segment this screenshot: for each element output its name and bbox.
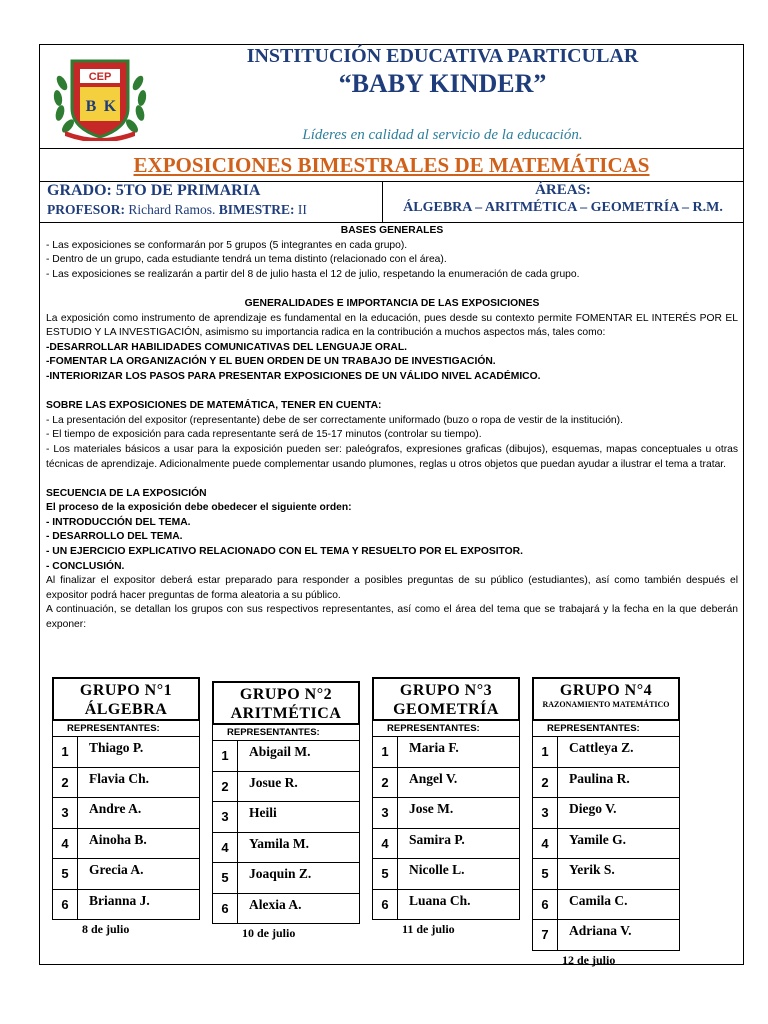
group-title: GRUPO N°2	[239, 686, 333, 703]
group-card-1	[52, 677, 200, 937]
member-number: 5	[373, 859, 398, 889]
member-number: 3	[533, 798, 558, 828]
secuencia-step: - CONCLUSIÓN.	[46, 560, 125, 572]
group-card-2	[212, 681, 360, 941]
member-number: 1	[53, 737, 78, 767]
member-row	[372, 829, 520, 860]
member-name: Angel V.	[409, 770, 458, 786]
member-row	[532, 859, 680, 890]
member-name: Luana Ch.	[409, 892, 471, 908]
teacher-line	[47, 202, 307, 218]
member-row	[52, 859, 200, 890]
representatives-label: REPRESENTANTES:	[52, 721, 200, 737]
member-number: 6	[53, 890, 78, 920]
bases-item: - Las exposiciones se conformarán por 5 grupos (5 integrantes en cada grupo).	[46, 239, 408, 251]
grade-cell	[40, 182, 383, 222]
member-row	[372, 798, 520, 829]
member-number: 1	[373, 737, 398, 767]
logo-letter-b: B	[85, 98, 97, 115]
generalidades-point: -INTERIORIZAR LOS PASOS PARA PRESENTAR EXPOSICIONES DE UN VÁLIDO NIVEL ACADÉMICO.	[46, 370, 541, 382]
member-number: 2	[373, 768, 398, 798]
member-row	[532, 737, 680, 768]
member-row	[212, 894, 360, 925]
member-number: 5	[213, 863, 238, 893]
member-row	[532, 829, 680, 860]
header	[40, 45, 743, 149]
member-name: Diego V.	[569, 801, 617, 816]
title-text: EXPOSICIONES BIMESTRALES DE MATEMÁTICAS	[133, 153, 650, 177]
member-number: 6	[213, 894, 238, 924]
secuencia-heading: SECUENCIA DE LA EXPOSICIÓN	[46, 487, 207, 499]
group-card-3	[372, 677, 520, 937]
teacher-name: Richard Ramos.	[125, 202, 219, 217]
member-name: Cattleya Z.	[569, 740, 634, 755]
member-name: Paulina R.	[569, 770, 630, 786]
member-number: 2	[533, 768, 558, 798]
group-date: 8 de julio	[82, 922, 130, 936]
member-name: Josue R.	[249, 774, 298, 790]
secuencia-closing: A continuación, se detallan los grupos con sus respectivos representantes, así como el área del tema que se trabajará y la fecha en la que deberán exponer:	[46, 604, 738, 631]
member-number: 4	[53, 829, 78, 859]
member-number: 3	[373, 798, 398, 828]
member-row	[212, 802, 360, 833]
group-date: 10 de julio	[242, 926, 296, 940]
member-name: Flavia Ch.	[89, 770, 150, 786]
group-area: ÁLGEBRA	[84, 701, 168, 718]
member-row	[372, 890, 520, 921]
teacher-label: PROFESOR:	[47, 202, 126, 217]
group-header	[212, 681, 360, 725]
member-number: 4	[373, 829, 398, 859]
generalidades-point: -FOMENTAR LA ORGANIZACIÓN Y EL BUEN ORDEN DE UN TRABAJO DE INVESTIGACIÓN.	[46, 356, 496, 368]
member-row	[212, 833, 360, 864]
group-header	[52, 677, 200, 721]
member-number: 1	[213, 741, 238, 771]
group-date: 11 de julio	[402, 922, 455, 936]
member-number: 5	[53, 859, 78, 889]
generalidades-point: -DESARROLLAR HABILIDADES COMUNICATIVAS DEL LENGUAJE ORAL.	[46, 341, 407, 353]
group-card-4	[532, 677, 680, 968]
generalidades-paragraph: La exposición como instrumento de aprendizaje es fundamental en la educación, pues desde su contexto permite FOMENTAR EL INTERÉS POR EL ESTUDIO Y LA INVESTIGACIÓN, asimismo su importancia radica en la contribución a muchos aspectos más, tales como:	[46, 312, 738, 339]
group-area: ARITMÉTICA	[230, 705, 342, 722]
member-row	[52, 890, 200, 921]
member-name: Jose M.	[409, 801, 454, 816]
term-label: BIMESTRE:	[218, 202, 295, 217]
member-name: Yerik S.	[569, 862, 615, 877]
member-row	[52, 798, 200, 829]
school-crest-logo	[50, 53, 150, 141]
document-title	[40, 149, 743, 182]
document-body	[46, 224, 738, 633]
member-row	[532, 768, 680, 799]
member-number: 2	[53, 768, 78, 798]
group-date: 12 de julio	[562, 952, 616, 967]
areas-value: ÁLGEBRA – ARITMÉTICA – GEOMETRÍA – R.M.	[403, 200, 723, 215]
group-area: GEOMETRÍA	[393, 701, 499, 718]
member-number: 2	[213, 772, 238, 802]
member-row	[372, 768, 520, 799]
member-name: Ainoha B.	[89, 831, 147, 847]
generalidades-heading: GENERALIDADES E IMPORTANCIA DE LAS EXPOSICIONES	[244, 297, 540, 309]
sobre-item: - La presentación del expositor (representante) debe de ser correctamente uniformado (buzo o ropa de vestir de la institución).	[46, 414, 623, 426]
group-header	[372, 677, 520, 721]
member-row	[372, 737, 520, 768]
secuencia-closing: Al finalizar el expositor deberá estar preparado para responder a posibles preguntas de su público (estudiantes), así como también después el expositor podrá hacer preguntas de forma aleatoria a su público.	[46, 575, 738, 601]
course-info	[40, 182, 743, 223]
motto: Líderes en calidad al servicio de la educación.	[302, 127, 583, 143]
group-title: GRUPO N°1	[79, 682, 173, 699]
member-row	[52, 737, 200, 768]
member-row	[372, 859, 520, 890]
logo-letter-k: K	[103, 98, 117, 115]
bases-item: - Las exposiciones se realizarán a partir del 8 de julio hasta el 12 de julio, respetando la enumeración de cada grupo.	[46, 268, 580, 280]
member-number: 7	[533, 920, 558, 950]
member-row	[52, 768, 200, 799]
member-row	[212, 741, 360, 772]
secuencia-intro: El proceso de la exposición debe obedecer el siguiente orden:	[46, 502, 352, 514]
member-number: 6	[373, 890, 398, 920]
member-row	[532, 798, 680, 829]
member-name: Joaquin Z.	[249, 866, 312, 881]
member-name: Samira P.	[409, 831, 465, 847]
bases-heading: BASES GENERALES	[340, 225, 444, 236]
sobre-heading: SOBRE LAS EXPOSICIONES DE MATEMÁTICA, TENER EN CUENTA:	[46, 400, 382, 412]
group-title: GRUPO N°4	[559, 682, 653, 699]
member-name: Yamila M.	[249, 835, 309, 851]
group-title: GRUPO N°3	[399, 682, 493, 699]
member-number: 4	[533, 829, 558, 859]
member-name: Maria F.	[409, 740, 459, 755]
member-number: 3	[53, 798, 78, 828]
institution-line1: INSTITUCIÓN EDUCATIVA PARTICULAR	[246, 45, 639, 67]
member-name: Adriana V.	[569, 923, 632, 938]
member-name: Alexia A.	[249, 896, 302, 912]
document-page	[39, 44, 744, 965]
institution-name: “BABY KINDER”	[338, 69, 547, 98]
member-row	[212, 772, 360, 803]
secuencia-step: - INTRODUCCIÓN DEL TEMA.	[46, 516, 191, 528]
member-number: 3	[213, 802, 238, 832]
representatives-label: REPRESENTANTES:	[372, 721, 520, 737]
member-number: 4	[213, 833, 238, 863]
member-number: 6	[533, 890, 558, 920]
areas-label: ÁREAS:	[535, 182, 591, 198]
representatives-label: REPRESENTANTES:	[212, 725, 360, 741]
secuencia-step: - DESARROLLO DEL TEMA.	[46, 531, 183, 543]
member-name: Yamile G.	[569, 831, 626, 847]
member-number: 5	[533, 859, 558, 889]
member-name: Thiago P.	[89, 740, 144, 755]
member-name: Andre A.	[89, 801, 142, 816]
member-name: Heili	[249, 805, 277, 820]
grade: GRADO: 5TO DE PRIMARIA	[47, 182, 261, 199]
sobre-item: - El tiempo de exposición para cada representante será de 15-17 minutos (controlar su tiempo).	[46, 429, 482, 441]
member-name: Abigail M.	[249, 744, 311, 759]
member-row	[52, 829, 200, 860]
member-name: Grecia A.	[89, 862, 144, 877]
member-row	[532, 920, 680, 951]
sobre-item: - Los materiales básicos a usar para la exposición pueden ser: paleógrafos, expresiones graficas (dibujos), esquemas, mapas conceptuales u otras técnicas de aprendizaje. Adicionalmente puede complementar usando plumones, reglas u otros objetos que puedan ayudar a ilustrar el tema a tratar.	[46, 443, 738, 470]
representatives-label: REPRESENTANTES:	[532, 721, 680, 737]
bases-item: - Dentro de un grupo, cada estudiante tendrá un tema distinto (relacionado con el área).	[46, 254, 447, 266]
term-value: II	[294, 202, 307, 217]
secuencia-step: - UN EJERCICIO EXPLICATIVO RELACIONADO CON EL TEMA Y RESUELTO POR EL EXPOSITOR.	[46, 546, 523, 558]
groups-section	[52, 677, 742, 967]
member-name: Nicolle L.	[409, 862, 465, 877]
member-name: Brianna J.	[89, 892, 150, 908]
group-header	[532, 677, 680, 721]
logo-text: CEP	[88, 71, 112, 83]
group-area: RAZONAMIENTO MATEMÁTICO	[542, 700, 670, 709]
member-row	[532, 890, 680, 921]
member-number: 1	[533, 737, 558, 767]
member-row	[212, 863, 360, 894]
member-name: Camila C.	[569, 892, 628, 908]
